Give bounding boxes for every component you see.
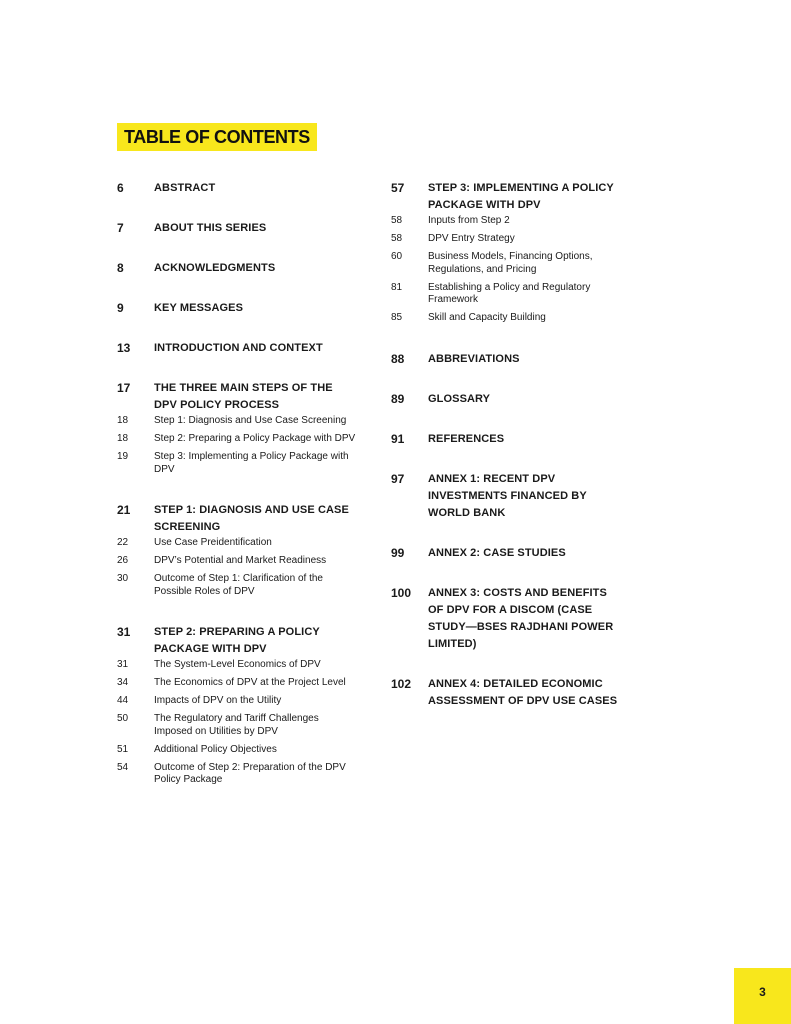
toc-main-item[interactable] [117,340,357,357]
toc-sub-title: Business Models, Financing Options, Regulations, and Pricing [428,251,593,275]
toc-section-title: ANNEX 1: RECENT DPV INVESTMENTS FINANCED BY WORLD BANK [428,472,587,519]
toc-main-item[interactable] [117,380,357,414]
toc-entry[interactable] [391,351,621,368]
toc-sub-item[interactable] [117,695,357,708]
toc-sub-page-number: 58 [391,233,403,244]
toc-section-title: ABSTRACT [154,182,216,194]
toc-entry[interactable] [391,391,621,408]
toc-sub-item[interactable] [117,744,357,757]
toc-page-number: 6 [117,181,124,195]
toc-section-title: INTRODUCTION AND CONTEXT [154,342,323,354]
toc-sub-item[interactable] [117,451,357,476]
toc-sub-item[interactable] [117,677,357,690]
toc-sub-item[interactable] [117,762,357,787]
toc-sub-item[interactable] [391,282,621,307]
toc-entry[interactable] [117,502,357,598]
toc-section-title: GLOSSARY [428,392,491,405]
toc-sub-title: DPV’s Potential and Market Readiness [154,555,327,566]
toc-left-column [117,180,357,787]
toc-sub-title: The Regulatory and Tariff Challenges Imposed on Utilities by DPV [154,713,319,737]
toc-section-title: ABOUT THIS SERIES [154,222,267,234]
toc-main-item[interactable] [391,391,621,408]
toc-sub-page-number: 26 [117,555,129,566]
toc-entry[interactable] [117,220,357,237]
toc-entry[interactable] [117,260,357,277]
toc-sub-title: Step 3: Implementing a Policy Package with DPV [154,451,349,475]
toc-sub-page-number: 18 [117,415,129,426]
toc-section-title: REFERENCES [428,432,505,445]
toc-entry[interactable] [117,340,357,357]
toc-sub-page-number: 50 [117,713,129,724]
toc-page-number: 31 [117,625,131,639]
toc-sub-page-number: 81 [391,281,403,293]
toc-sub-page-number: 34 [117,677,129,688]
toc-main-item[interactable] [117,300,357,317]
toc-section-title: STEP 1: DIAGNOSIS AND USE CASE SCREENING [154,504,349,533]
toc-sub-item[interactable] [117,573,357,598]
toc-sub-item[interactable] [391,215,621,228]
toc-main-item[interactable] [391,676,621,710]
toc-section-title: ABBREVIATIONS [428,352,520,365]
toc-section-title: STEP 2: PREPARING A POLICY PACKAGE WITH DPV [154,626,320,655]
toc-sub-page-number: 22 [117,537,129,548]
toc-main-item[interactable] [117,502,357,536]
toc-section-title: ANNEX 4: DETAILED ECONOMIC ASSESSMENT OF DPV USE CASES [428,677,618,707]
page-number: 3 [759,985,766,999]
toc-sub-item[interactable] [391,251,621,276]
toc-entry[interactable] [117,380,357,476]
toc-page-number: 17 [117,381,131,395]
toc-sub-page-number: 18 [117,433,129,444]
toc-sub-item[interactable] [117,415,357,428]
toc-page-number: 88 [391,351,405,366]
toc-section-title: ACKNOWLEDGMENTS [154,262,276,274]
toc-page-number: 7 [117,221,124,235]
toc-sub-title: DPV Entry Strategy [428,233,515,244]
toc-page-number: 100 [391,585,412,600]
toc-page-number: 97 [391,471,405,486]
toc-sub-page-number: 44 [117,695,129,706]
toc-sub-page-number: 58 [391,215,403,226]
page-number-tab [734,968,791,1024]
toc-sub-item[interactable] [391,312,621,325]
toc-sub-title: Outcome of Step 2: Preparation of the DPV Policy Package [154,761,346,785]
toc-page-number: 91 [391,431,405,446]
toc-main-item[interactable] [391,431,621,448]
toc-sub-title: The Economics of DPV at the Project Level [154,677,346,688]
toc-page-number: 102 [391,676,412,691]
toc-main-item[interactable] [391,351,621,368]
toc-sub-item[interactable] [117,555,357,568]
toc-sub-page-number: 60 [391,251,403,262]
toc-sub-title: Step 2: Preparing a Policy Package with DPV [154,433,356,444]
page-title: TABLE OF CONTENTS [117,123,317,151]
toc-entry[interactable] [117,300,357,317]
toc-sub-title: Skill and Capacity Building [428,312,546,323]
toc-main-item[interactable] [117,220,357,237]
toc-main-item[interactable] [117,180,357,197]
toc-entry[interactable] [391,431,621,448]
toc-sub-title: Step 1: Diagnosis and Use Case Screening [154,415,347,426]
toc-sub-page-number: 54 [117,761,129,773]
toc-sub-title: Additional Policy Objectives [154,743,277,755]
toc-sub-page-number: 30 [117,573,129,584]
toc-section-title: KEY MESSAGES [154,302,244,314]
toc-entry[interactable] [391,545,621,562]
toc-section-title: ANNEX 2: CASE STUDIES [428,546,566,559]
toc-entry[interactable] [391,180,621,325]
toc-page-number: 89 [391,391,405,406]
toc-entry[interactable] [117,180,357,197]
toc-section-title: ANNEX 3: COSTS AND BENEFITS OF DPV FOR A DISCOM (CASE STUDY—BSES RAJDHANI POWER LIMITED) [428,586,614,650]
toc-sub-title: Inputs from Step 2 [428,215,510,226]
toc-main-item[interactable] [391,471,621,522]
toc-page-number: 9 [117,301,124,315]
toc-sub-title: Outcome of Step 1: Clarification of the Possible Roles of DPV [154,573,323,597]
toc-main-item[interactable] [391,180,621,214]
toc-sub-title: Use Case Preidentification [154,537,272,548]
toc-entry[interactable] [117,624,357,787]
toc-page-number: 13 [117,341,131,355]
toc-sub-item[interactable] [117,537,357,550]
toc-sub-item[interactable] [117,713,357,738]
toc-sub-page-number: 19 [117,451,129,462]
toc-sub-page-number: 51 [117,743,129,755]
toc-right-column [391,180,621,710]
toc-sub-title: Impacts of DPV on the Utility [154,695,282,706]
toc-entry[interactable] [391,471,621,522]
toc-sub-title: Establishing a Policy and Regulatory Framework [428,281,591,305]
toc-entry[interactable] [391,585,621,653]
toc-main-item[interactable] [391,585,621,653]
toc-main-item[interactable] [117,260,357,277]
toc-page-number: 8 [117,261,124,275]
toc-sub-item[interactable] [391,233,621,246]
toc-page-number: 21 [117,503,131,517]
toc-section-title: THE THREE MAIN STEPS OF THE DPV POLICY PROCESS [154,382,333,411]
toc-section-title: STEP 3: IMPLEMENTING A POLICY PACKAGE WITH DPV [428,182,614,211]
toc-sub-title: The System-Level Economics of DPV [154,659,321,670]
toc-page-number: 99 [391,545,405,560]
toc-sub-page-number: 31 [117,659,129,670]
toc-main-item[interactable] [117,624,357,658]
toc-sub-item[interactable] [117,659,357,672]
toc-main-item[interactable] [391,545,621,562]
toc-entry[interactable] [391,676,621,710]
toc-sub-item[interactable] [117,433,357,446]
toc-sub-page-number: 85 [391,312,403,323]
toc-page-number: 57 [391,181,405,195]
